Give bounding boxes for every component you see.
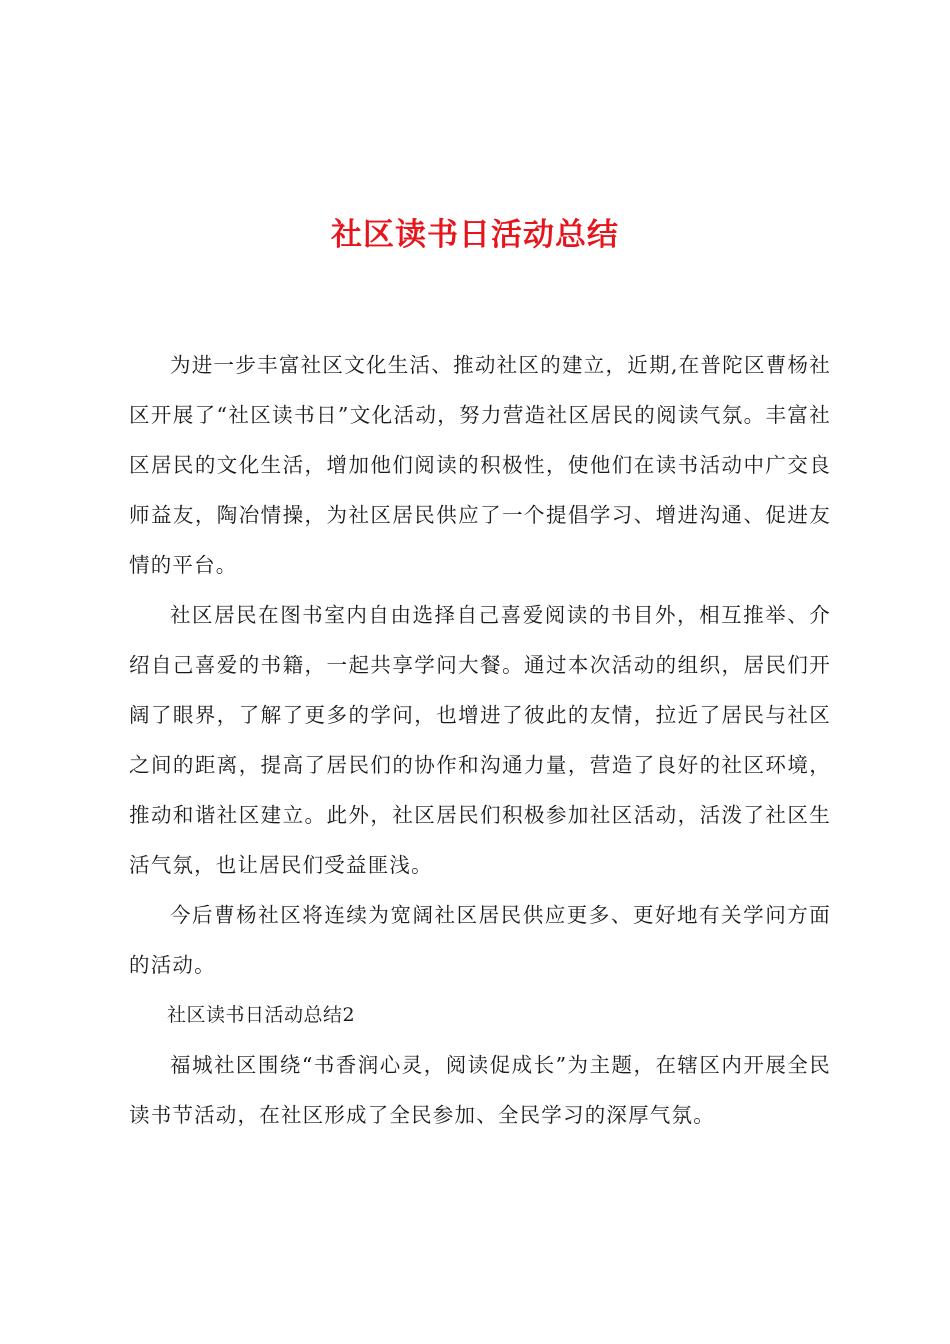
paragraph-4: 福城社区围绕“书香润心灵，阅读促成长”为主题，在辖区内开展全民读书节活动，在社区形成了全民参加、全民学习的深厚气氛。: [129, 1053, 831, 1127]
paragraph-2: 社区居民在图书室内自由选择自己喜爱阅读的书目外，相互推举、介绍自己喜爱的书籍，一起共享学问大餐。通过本次活动的组织，居民们开阔了眼界，了解了更多的学问，也增进了彼此的友情，拉近了居民与社区之间的距离，提高了居民们的协作和沟通力量，营造了良好的社区环境，推动和谐社区建立。此外，社区居民们积极参加社区活动，活泼了社区生活气氛，也让居民们受益匪浅。: [129, 603, 831, 877]
document-title: 社区读书日活动总结: [331, 217, 619, 253]
paragraph-1: 为进一步丰富社区文化生活、推动社区的建立，近期,在普陀区曹杨社区开展了“社区读书日”文化活动，努力营造社区居民的阅读气氛。丰富社区居民的文化生活，增加他们阅读的积极性，使他们在读书活动中广交良师益友，陶冶情操，为社区居民供应了一个提倡学习、增进沟通、促进友情的平台。: [129, 353, 831, 577]
paragraph-3: 今后曹杨社区将连续为宽阔社区居民供应更多、更好地有关学问方面的活动。: [129, 903, 831, 977]
document-body: [129, 340, 831, 1140]
section-subheading: 社区读书日活动总结2: [167, 1004, 356, 1026]
